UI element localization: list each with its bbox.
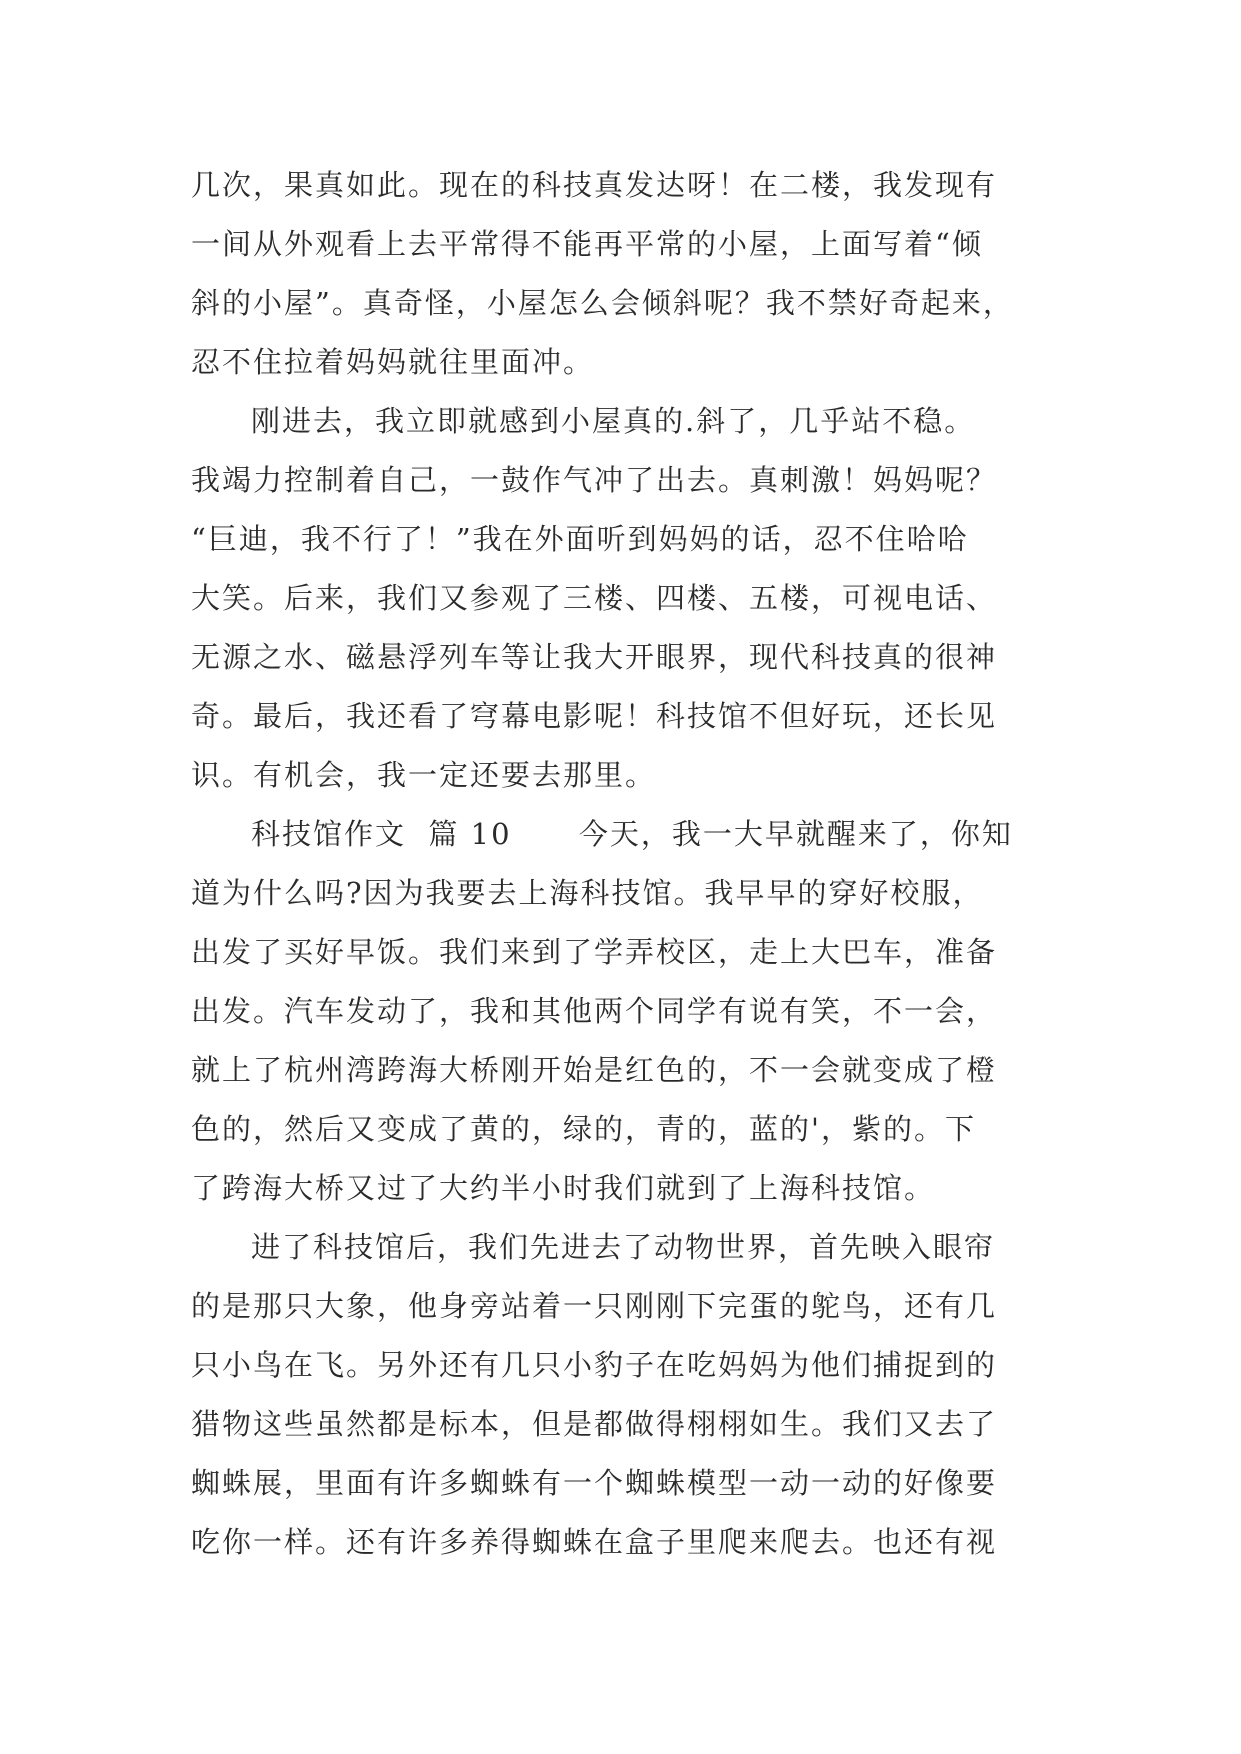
text-line: 的是那只大象，他身旁站着一只刚刚下完蛋的鸵鸟，还有几: [191, 1289, 998, 1323]
text-line: 出发。汽车发动了，我和其他两个同学有说有笑，不一会，: [191, 994, 998, 1028]
text-line: 吃你一样。还有许多养得蜘蛛在盒子里爬来爬去。也还有视: [191, 1525, 998, 1559]
essay-text: [191, 156, 1061, 1572]
text-line: 无源之水、磁悬浮列车等让我大开眼界，现代科技真的很神: [191, 640, 998, 674]
text-line: 我竭力控制着自己，一鼓作气冲了出去。真刺激！妈妈呢？: [191, 463, 998, 497]
text-line: 斜的小屋”。真奇怪，小屋怎么会倾斜呢？我不禁好奇起来，: [191, 286, 1014, 320]
text-line: 忍不住拉着妈妈就往里面冲。: [191, 345, 595, 379]
text-line: 刚进去，我立即就感到小屋真的.斜了，几乎站不稳。: [251, 404, 976, 438]
text-line: 色的，然后又变成了黄的，绿的，青的，蓝的'，紫的。下: [191, 1112, 976, 1146]
text-line: 了跨海大桥又过了大约半小时我们就到了上海科技馆。: [191, 1171, 936, 1205]
text-line: 就上了杭州湾跨海大桥刚开始是红色的，不一会就变成了橙: [191, 1053, 998, 1087]
text-line: 大笑。后来，我们又参观了三楼、四楼、五楼，可视电话、: [191, 581, 998, 615]
section-heading-line: 科技馆作文 篇 10 今天，我一大早就醒来了，你知: [251, 817, 1013, 851]
text-line: 进了科技馆后，我们先进去了动物世界，首先映入眼帘: [251, 1230, 996, 1264]
text-line: 猎物这些虽然都是标本，但是都做得栩栩如生。我们又去了: [191, 1407, 998, 1441]
text-line: “巨迪，我不行了！”我在外面听到妈妈的话，忍不住哈哈: [191, 522, 969, 556]
text-line: 道为什么吗?因为我要去上海科技馆。我早早的穿好校服，: [191, 876, 984, 910]
text-line: 只小鸟在飞。另外还有几只小豹子在吃妈妈为他们捕捉到的: [191, 1348, 998, 1382]
text-line: 奇。最后，我还看了穹幕电影呢！科技馆不但好玩，还长见: [191, 699, 998, 733]
text-line: 出发了买好早饭。我们来到了学弄校区，走上大巴车，准备: [191, 935, 998, 969]
text-line: 识。有机会，我一定还要去那里。: [191, 758, 657, 792]
text-line: 蜘蛛展，里面有许多蜘蛛有一个蜘蛛模型一动一动的好像要: [191, 1466, 998, 1500]
text-line: 几次，果真如此。现在的科技真发达呀！在二楼，我发现有: [191, 168, 998, 202]
text-line: 一间从外观看上去平常得不能再平常的小屋，上面写着“倾: [191, 227, 983, 261]
